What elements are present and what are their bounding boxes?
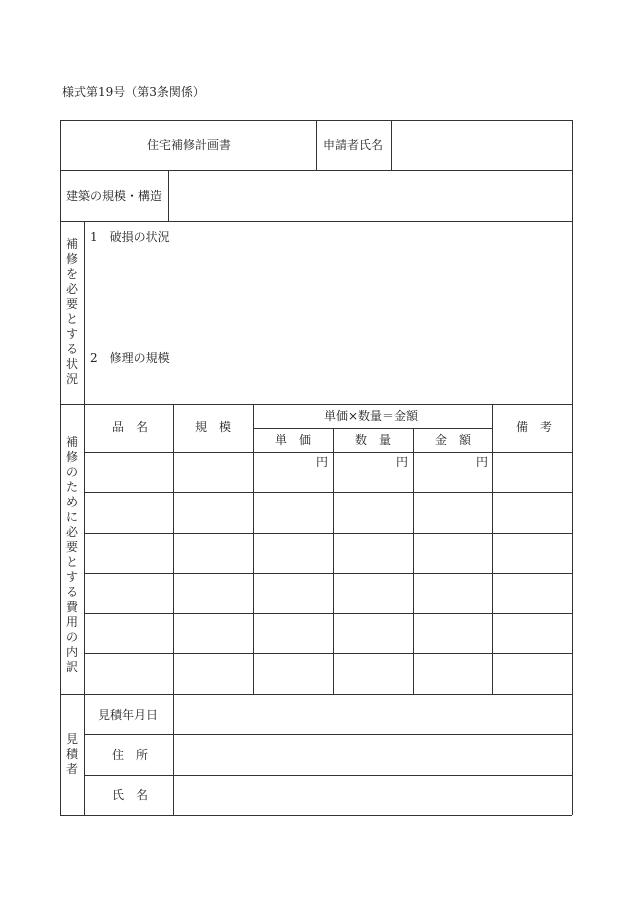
estimator-name-field[interactable] bbox=[180, 789, 565, 803]
yen-quantity: 円 bbox=[396, 455, 409, 469]
cost-cell-amount[interactable] bbox=[415, 635, 473, 649]
cost-cell-amount[interactable] bbox=[415, 675, 473, 689]
cost-cell-unit-price[interactable] bbox=[255, 514, 313, 528]
cost-cell-quantity[interactable] bbox=[335, 595, 393, 609]
cost-cell-remarks[interactable] bbox=[494, 675, 570, 689]
costs-vertical-label: 補 修 の た め に 必 要 と す る 費 用 の 内 訳 bbox=[66, 435, 79, 674]
cost-cell-scale[interactable] bbox=[175, 675, 251, 689]
building-scale-field[interactable] bbox=[174, 190, 564, 204]
cost-cell-unit-price[interactable] bbox=[255, 635, 313, 649]
cost-cell-scale[interactable] bbox=[175, 635, 251, 649]
yen-unit-price: 円 bbox=[316, 455, 329, 469]
building-scale-label: 建築の規模・構造 bbox=[66, 189, 163, 203]
cost-cell-unit-price[interactable] bbox=[255, 595, 313, 609]
cost-cell-item[interactable] bbox=[86, 595, 171, 609]
cost-cell-amount[interactable] bbox=[415, 474, 473, 488]
col-item-name: 品 名 bbox=[112, 420, 149, 434]
cost-cell-item[interactable] bbox=[86, 555, 171, 569]
cost-cell-quantity[interactable] bbox=[335, 635, 393, 649]
estimator-address-field[interactable] bbox=[180, 749, 565, 763]
col-amount: 金 額 bbox=[435, 433, 472, 447]
cost-cell-scale[interactable] bbox=[175, 514, 251, 528]
estimate-date-label: 見積年月日 bbox=[98, 708, 159, 722]
cost-cell-quantity[interactable] bbox=[335, 675, 393, 689]
cost-cell-remarks[interactable] bbox=[494, 555, 570, 569]
estimator-name-label: 氏 名 bbox=[112, 788, 149, 802]
col-quantity: 数 量 bbox=[355, 433, 392, 447]
col-remarks: 備 考 bbox=[516, 420, 553, 434]
cost-cell-remarks[interactable] bbox=[494, 635, 570, 649]
cost-cell-item[interactable] bbox=[86, 675, 171, 689]
cost-cell-scale[interactable] bbox=[175, 555, 251, 569]
cost-cell-remarks[interactable] bbox=[494, 595, 570, 609]
situation-vertical-label: 補 修 を 必 要 と す る 状 況 bbox=[66, 237, 79, 386]
cost-cell-amount[interactable] bbox=[415, 514, 473, 528]
cost-cell-amount[interactable] bbox=[415, 555, 473, 569]
yen-amount: 円 bbox=[476, 455, 489, 469]
applicant-name-field[interactable] bbox=[396, 139, 566, 153]
form-title: 住宅補修計画書 bbox=[147, 138, 232, 152]
estimate-date-field[interactable] bbox=[180, 709, 565, 723]
damage-status-label: 1 破損の状況 bbox=[90, 230, 170, 244]
cost-cell-unit-price[interactable] bbox=[255, 675, 313, 689]
cost-cell-amount[interactable] bbox=[415, 595, 473, 609]
cost-cell-unit-price[interactable] bbox=[255, 474, 313, 488]
cost-cell-remarks[interactable] bbox=[494, 474, 570, 488]
cost-cell-unit-price[interactable] bbox=[255, 555, 313, 569]
col-scale: 規 模 bbox=[195, 420, 232, 434]
estimator-address-label: 住 所 bbox=[112, 748, 149, 762]
form-number: 様式第19号（第3条関係） bbox=[62, 85, 205, 99]
cost-cell-quantity[interactable] bbox=[335, 474, 393, 488]
col-unit-price: 単 価 bbox=[275, 433, 312, 447]
estimator-vertical-label: 見 積 者 bbox=[66, 732, 79, 776]
cost-cell-quantity[interactable] bbox=[335, 514, 393, 528]
cost-cell-scale[interactable] bbox=[175, 474, 251, 488]
applicant-name-label: 申請者氏名 bbox=[323, 138, 384, 152]
cost-cell-remarks[interactable] bbox=[494, 514, 570, 528]
cost-cell-item[interactable] bbox=[86, 474, 171, 488]
col-group-formula: 単価×数量＝金額 bbox=[324, 409, 419, 423]
cost-cell-item[interactable] bbox=[86, 514, 171, 528]
cost-cell-quantity[interactable] bbox=[335, 555, 393, 569]
cost-cell-item[interactable] bbox=[86, 635, 171, 649]
repair-scale-label: 2 修理の規模 bbox=[90, 351, 170, 365]
cost-cell-scale[interactable] bbox=[175, 595, 251, 609]
